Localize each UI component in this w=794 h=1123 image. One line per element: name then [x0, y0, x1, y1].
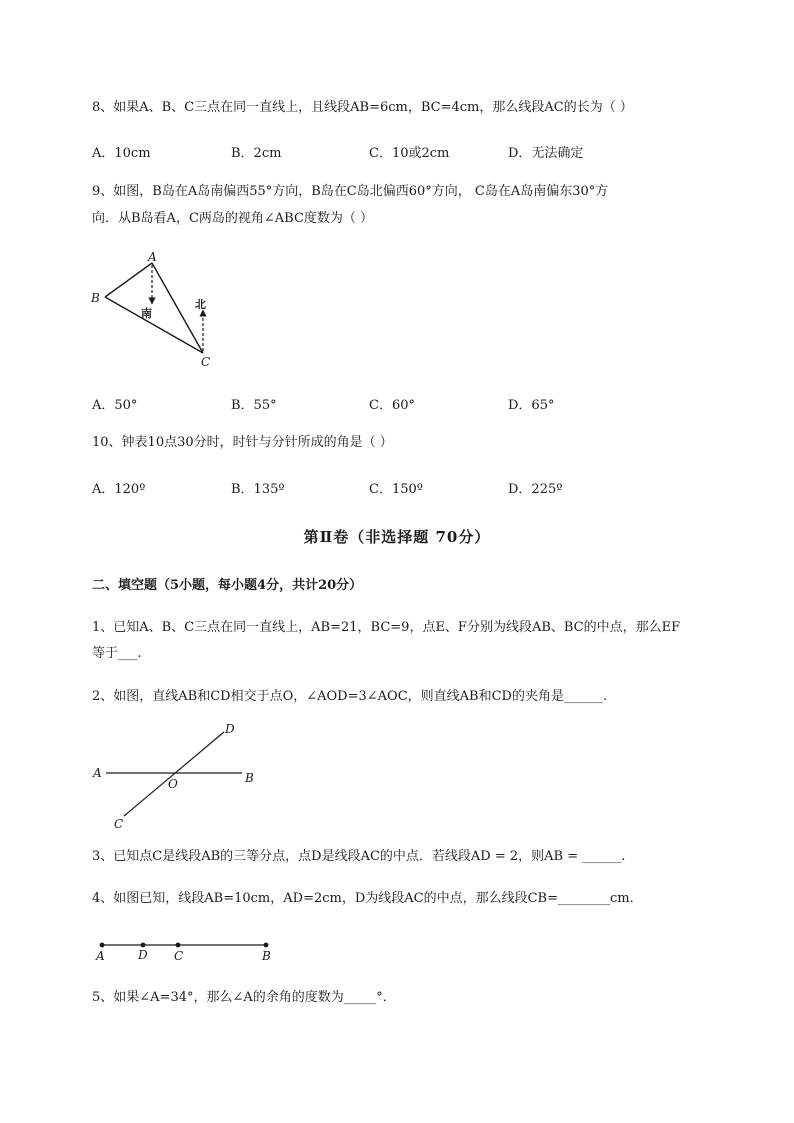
- fill-4-figure: [90, 935, 280, 965]
- question-9-stem-line1: 9、如图，B岛在A岛南偏西55°方向，B岛在C岛北偏西60°方向， C岛在A岛南偏东30°方: [92, 184, 609, 199]
- question-8-stem: 8、如果A、B、C三点在同一直线上，且线段AB=6cm，BC=4cm，那么线段AC的长为（ ）: [92, 100, 633, 115]
- segment-bc: [105, 297, 203, 353]
- segment-ab: [105, 263, 152, 297]
- option-a[interactable]: A．10cm: [92, 146, 151, 161]
- point-d: [141, 943, 146, 948]
- label-c: C: [174, 949, 184, 963]
- question-10-stem: 10、钟表10点30分时，时针与分针所成的角是（ ）: [92, 435, 393, 450]
- label-c: C: [114, 817, 124, 831]
- fill-1-line2: 等于___.: [92, 646, 142, 661]
- part-2-title: 第Ⅱ卷（非选择题 70分）: [303, 528, 491, 546]
- question-8-options: [92, 142, 712, 160]
- question-9-options: [92, 394, 712, 412]
- question-10-options: [92, 478, 712, 496]
- option-b[interactable]: B．2cm: [231, 146, 282, 161]
- option-c[interactable]: C．150º: [369, 482, 423, 497]
- option-c[interactable]: C．10或2cm: [369, 146, 450, 161]
- label-south: 南: [141, 307, 152, 320]
- option-c[interactable]: C．60°: [369, 398, 415, 413]
- fill-4-stem: 4、如图已知，线段AB=10cm，AD=2cm，D为线段AC的中点，那么线段CB=________cm．: [92, 891, 643, 906]
- option-a[interactable]: A．50°: [92, 398, 138, 413]
- fill-1-line1: 1、已知A、B、C三点在同一直线上，AB=21，BC=9，点E、F分别为线段AB、BC的中点，那么EF: [92, 620, 681, 635]
- option-b[interactable]: B．135º: [231, 482, 285, 497]
- line-cd: [124, 732, 224, 816]
- label-d: D: [138, 948, 148, 962]
- point-c: [176, 943, 181, 948]
- label-a: A: [93, 766, 102, 780]
- fill-5-stem: 5、如果∠A=34°，那么∠A的余角的度数为_____°．: [92, 990, 396, 1005]
- point-b: [264, 943, 269, 948]
- question-9-figure: [85, 245, 225, 375]
- option-d[interactable]: D．65°: [508, 398, 555, 413]
- label-c: C: [201, 355, 211, 369]
- fill-2-figure: [90, 720, 260, 832]
- label-b: B: [262, 949, 271, 963]
- label-a: A: [96, 949, 105, 963]
- point-a: [100, 943, 105, 948]
- label-o: O: [168, 777, 178, 791]
- fill-2-stem: 2、如图，直线AB和CD相交于点O，∠AOD=3∠AOC，则直线AB和CD的夹角是______.: [92, 689, 608, 704]
- label-b: B: [91, 291, 100, 305]
- option-d[interactable]: D．225º: [508, 482, 563, 497]
- label-north: 北: [195, 298, 206, 311]
- label-a: A: [148, 250, 157, 264]
- label-b: B: [245, 771, 254, 785]
- label-d: D: [225, 722, 235, 736]
- option-a[interactable]: A．120º: [92, 482, 146, 497]
- option-d[interactable]: D．无法确定: [508, 146, 584, 161]
- question-9-stem-line2: 向．从B岛看A，C两岛的视角∠ABC度数为（ ）: [92, 211, 374, 226]
- section-2-header: 二、填空题（5小题，每小题4分，共计20分）: [92, 578, 363, 593]
- option-b[interactable]: B．55°: [231, 398, 277, 413]
- fill-3-stem: 3、已知点C是线段AB的三等分点，点D是线段AC的中点．若线段AD = 2，则AB = ______.: [92, 849, 626, 864]
